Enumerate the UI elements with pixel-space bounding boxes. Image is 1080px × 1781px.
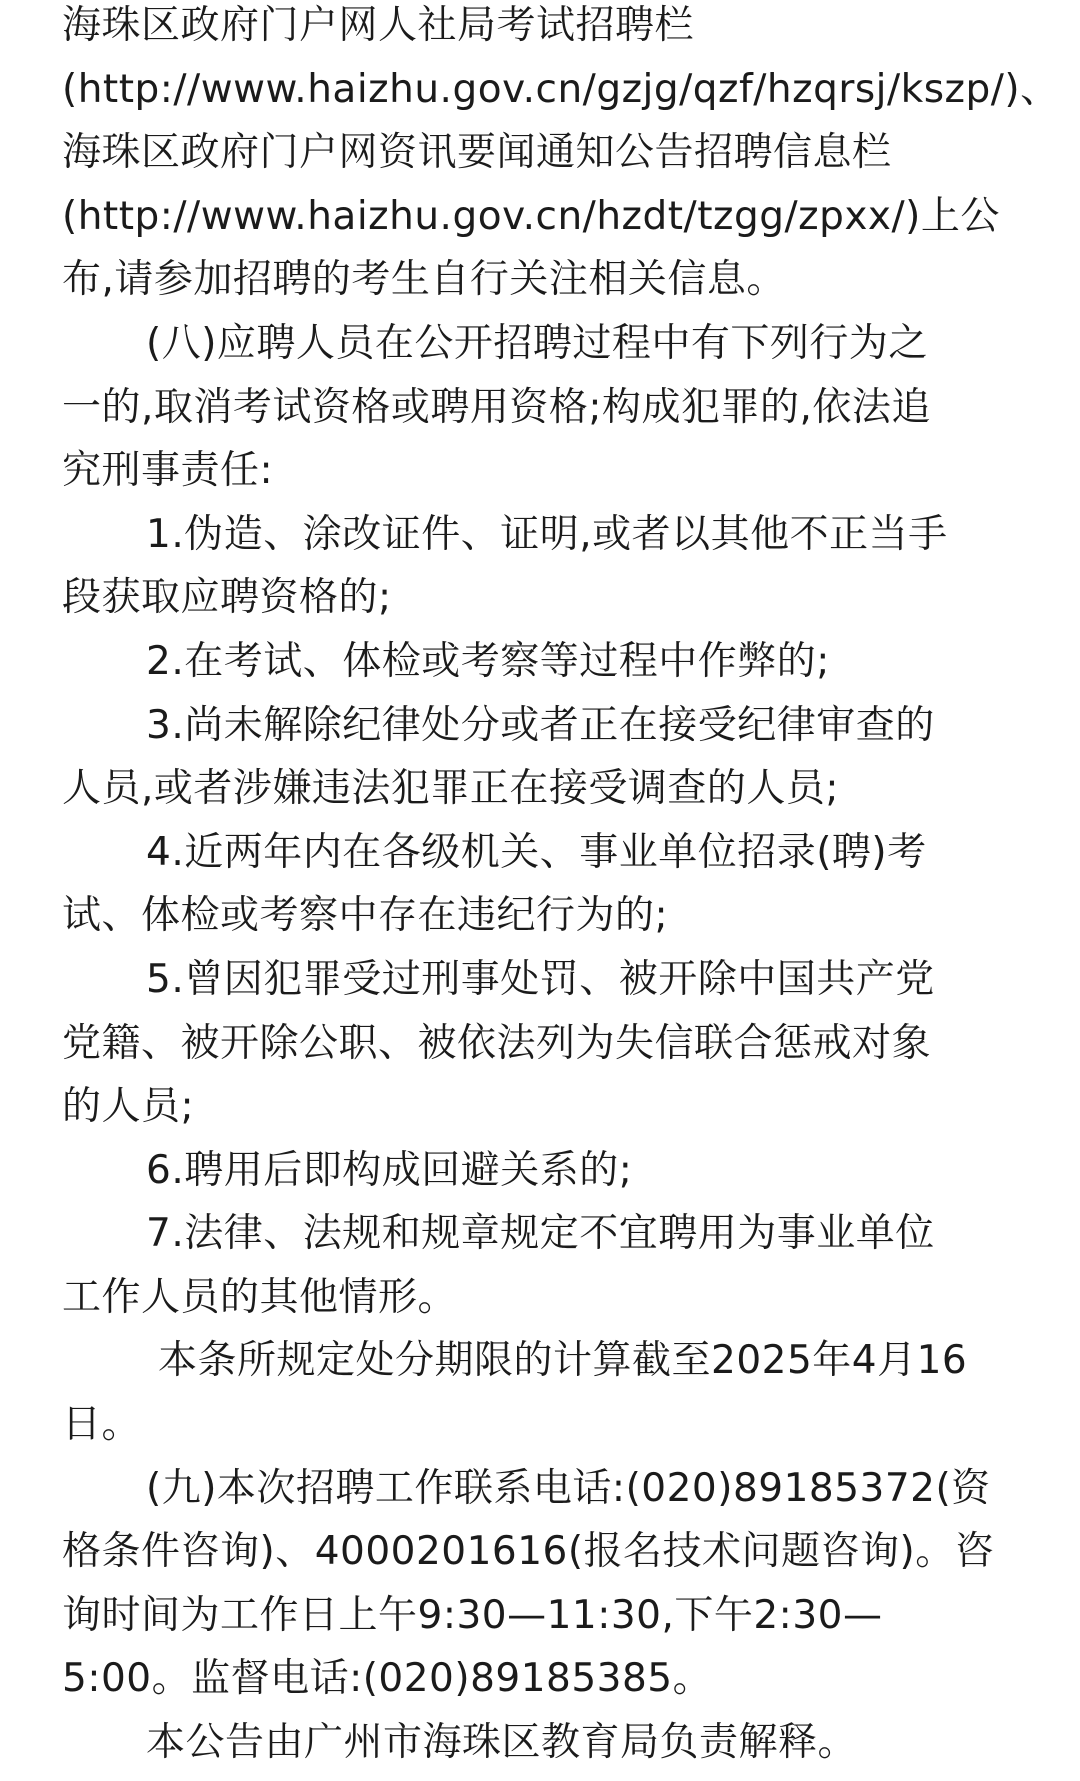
closing-statement: 本公告由广州市海珠区教育局负责解释。 bbox=[146, 1720, 858, 1766]
text-line: 海珠区政府门户网人社局考试招聘栏 bbox=[62, 3, 695, 48]
text-line: 段获取应聘资格的; bbox=[62, 575, 392, 621]
list-item-7: 7.法律、法规和规章规定不宜聘用为事业单位 bbox=[146, 1211, 935, 1257]
text-line: 试、体检或考察中存在违纪行为的; bbox=[62, 893, 669, 939]
section-9-heading: (九)本次招聘工作联系电话:(020)89185372(资 bbox=[146, 1465, 991, 1511]
url-line: (http://www.haizhu.gov.cn/hzdt/tzgg/zpxx/)上公 bbox=[62, 193, 1000, 239]
section-8-heading: (八)应聘人员在公开招聘过程中有下列行为之 bbox=[146, 320, 928, 366]
text-line: 党籍、被开除公职、被依法列为失信联合惩戒对象 bbox=[62, 1020, 932, 1066]
text-line: 海珠区政府门户网资讯要闻通知公告招聘信息栏 bbox=[62, 130, 892, 176]
text-line: 人员,或者涉嫌违法犯罪正在接受调查的人员; bbox=[62, 766, 840, 812]
text-line: 工作人员的其他情形。 bbox=[62, 1274, 458, 1320]
text-line: 格条件咨询)、4000201616(报名技术问题咨询)。咨 bbox=[62, 1529, 995, 1575]
list-item-4: 4.近两年内在各级机关、事业单位招录(聘)考 bbox=[146, 829, 927, 875]
text-line: 的人员; bbox=[62, 1084, 195, 1130]
text-line: 询时间为工作日上午9:30—11:30,下午2:30— bbox=[62, 1592, 883, 1638]
list-item-6: 6.聘用后即构成回避关系的; bbox=[146, 1147, 633, 1193]
text-line: 日。 bbox=[62, 1402, 142, 1448]
list-item-1: 1.伪造、涂改证件、证明,或者以其他不正当手 bbox=[146, 511, 948, 557]
list-item-2: 2.在考试、体检或考察等过程中作弊的; bbox=[146, 638, 830, 684]
list-item-3: 3.尚未解除纪律处分或者正在接受纪律审查的 bbox=[146, 702, 935, 748]
text-line: 5:00。监督电话:(020)89185385。 bbox=[62, 1656, 713, 1702]
text-line: 一的,取消考试资格或聘用资格;构成犯罪的,依法追 bbox=[62, 384, 931, 430]
list-item-5: 5.曾因犯罪受过刑事处罚、被开除中国共产党 bbox=[146, 956, 935, 1002]
text-line: 布,请参加招聘的考生自行关注相关信息。 bbox=[62, 257, 786, 303]
notice-body bbox=[62, 0, 1060, 1775]
text-line: 究刑事责任: bbox=[62, 448, 274, 494]
period-note: 本条所规定处分期限的计算截至2025年4月16 bbox=[158, 1338, 968, 1384]
url-line: (http://www.haizhu.gov.cn/gzjg/qzf/hzqrsj/kszp/)、 bbox=[62, 66, 1060, 112]
